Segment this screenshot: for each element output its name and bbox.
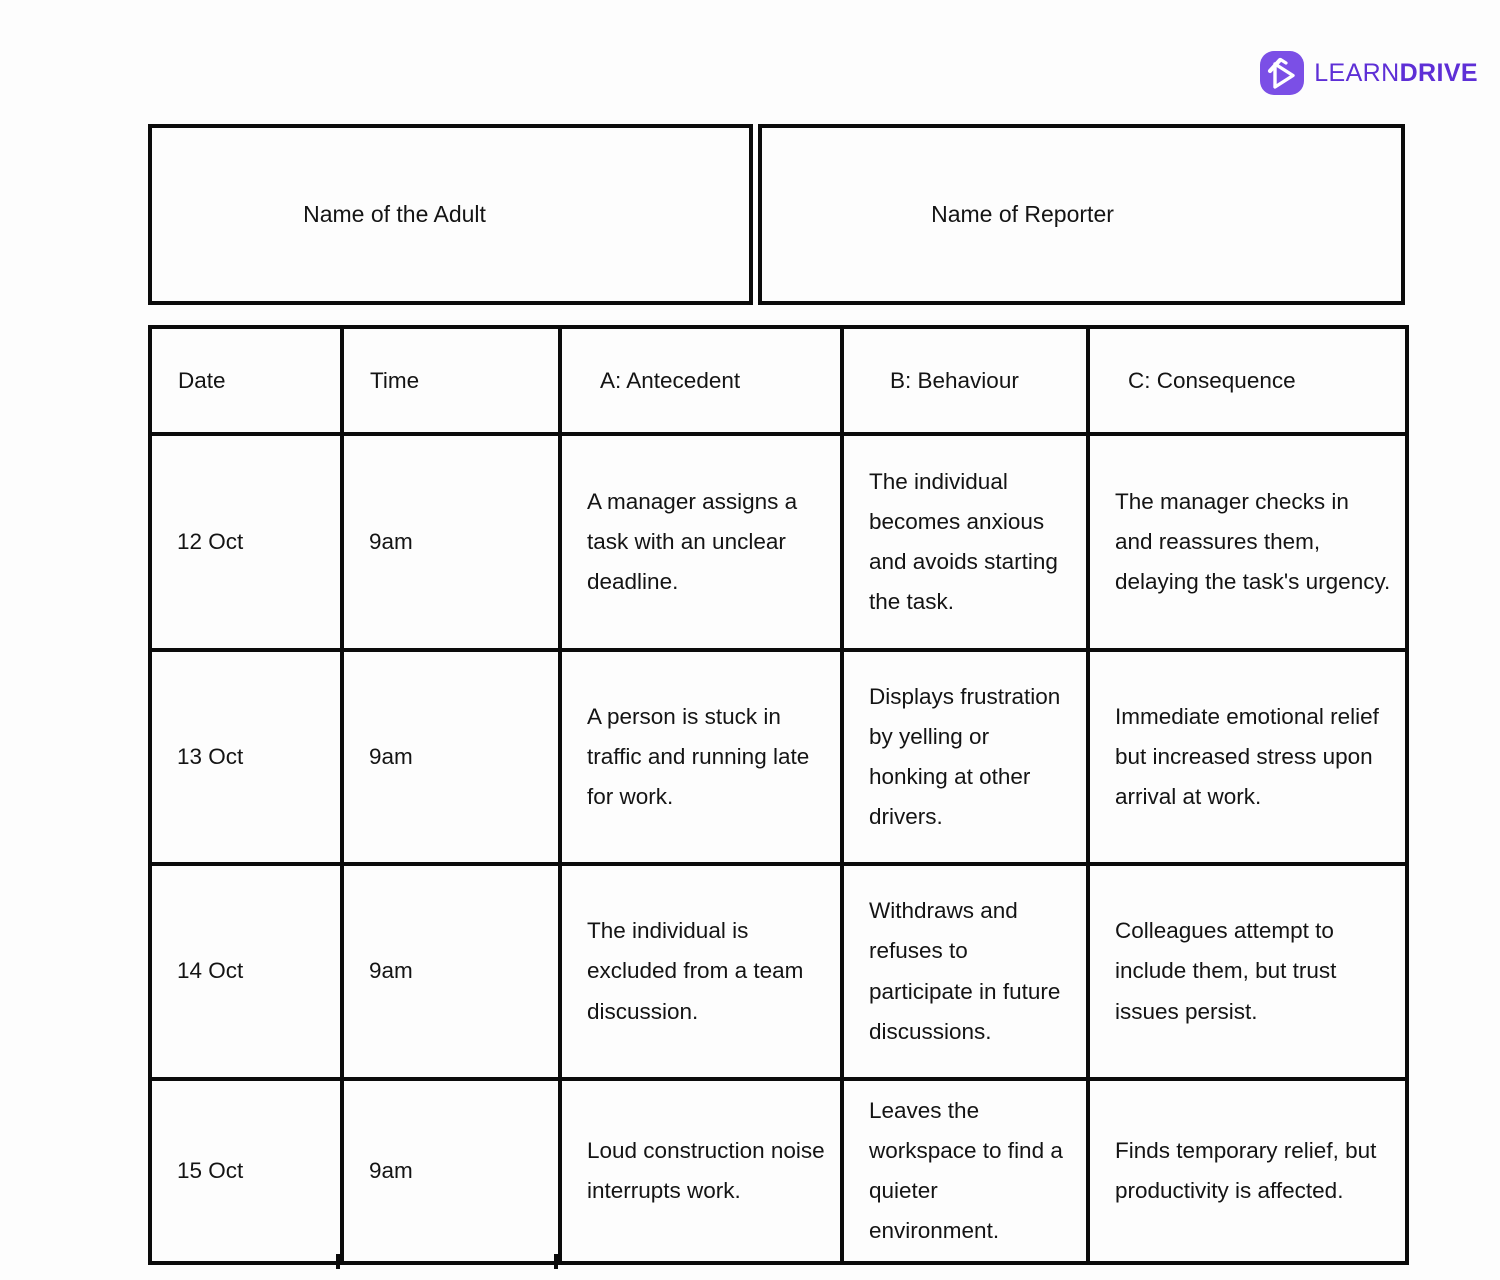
cell-date: 15 Oct — [150, 1079, 342, 1263]
cell-consequence: Immediate emotional relief but increased stress upon arrival at work. — [1088, 650, 1407, 864]
brand-wordmark-drive: DRIVE — [1399, 58, 1478, 87]
cell-behaviour: Displays frustration by yelling or honking at other drivers. — [842, 650, 1088, 864]
cell-date: 13 Oct — [150, 650, 342, 864]
cell-time: 9am — [342, 434, 560, 650]
name-of-reporter-label: Name of Reporter — [931, 201, 1114, 227]
name-of-adult-field[interactable] — [148, 124, 753, 305]
header-time: Time — [342, 327, 560, 434]
cell-antecedent: A manager assigns a task with an unclear deadline. — [560, 434, 842, 650]
name-of-reporter-field[interactable] — [758, 124, 1405, 305]
cell-time: 9am — [342, 864, 560, 1079]
cell-antecedent: A person is stuck in traffic and running late for work. — [560, 650, 842, 864]
cell-antecedent: The individual is excluded from a team discussion. — [560, 864, 842, 1079]
cell-consequence: Colleagues attempt to include them, but trust issues persist. — [1088, 864, 1407, 1079]
cell-date: 14 Oct — [150, 864, 342, 1079]
play-pencil-icon — [1259, 50, 1305, 96]
header-date: Date — [150, 327, 342, 434]
cell-behaviour: Leaves the workspace to find a quieter environment. — [842, 1079, 1088, 1263]
cropped-gridline-artifact — [554, 1254, 558, 1269]
name-boxes-section — [148, 124, 1405, 305]
cell-time: 9am — [342, 1079, 560, 1263]
cell-time: 9am — [342, 650, 560, 864]
cell-consequence: Finds temporary relief, but productivity is affected. — [1088, 1079, 1407, 1263]
header-antecedent: A: Antecedent — [560, 327, 842, 434]
cell-consequence: The manager checks in and reassures them, delaying the task's urgency. — [1088, 434, 1407, 650]
abc-chart-table — [148, 325, 1409, 1265]
table-row — [150, 650, 1407, 864]
header-behaviour: B: Behaviour — [842, 327, 1088, 434]
table-row — [150, 864, 1407, 1079]
cell-behaviour: The individual becomes anxious and avoids starting the task. — [842, 434, 1088, 650]
name-of-adult-label: Name of the Adult — [303, 201, 486, 227]
header-consequence: C: Consequence — [1088, 327, 1407, 434]
cell-antecedent: Loud construction noise interrupts work. — [560, 1079, 842, 1263]
cell-behaviour: Withdraws and refuses to participate in future discussions. — [842, 864, 1088, 1079]
cropped-gridline-artifact — [336, 1254, 340, 1269]
table-header-row — [150, 327, 1407, 434]
brand-logo — [1259, 50, 1478, 96]
brand-wordmark-learn: LEARN — [1314, 58, 1400, 87]
table-row — [150, 434, 1407, 650]
brand-wordmark — [1314, 59, 1478, 88]
cell-date: 12 Oct — [150, 434, 342, 650]
table-row — [150, 1079, 1407, 1263]
